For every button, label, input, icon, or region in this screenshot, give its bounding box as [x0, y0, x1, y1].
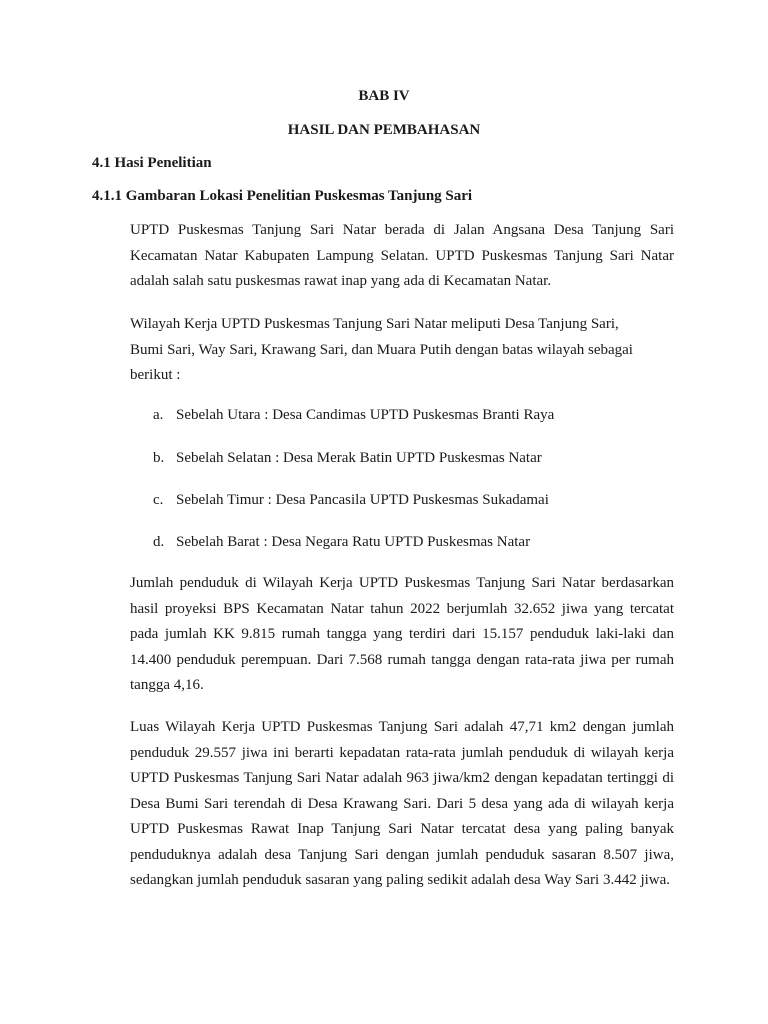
section-heading: 4.1 Hasi Penelitian — [92, 155, 212, 171]
list-item-north — [153, 407, 554, 424]
subsection-heading: 4.1.1 Gambaran Lokasi Penelitian Puskesmas Tanjung Sari — [92, 188, 473, 204]
list-marker: c. — [153, 492, 164, 508]
list-item-east — [153, 492, 549, 509]
paragraph-work-area: Wilayah Kerja UPTD Puskesmas Tanjung Sari Natar meliputi Desa Tanjung Sari, Bumi Sari, Way Sari, Krawang Sari, dan Muara Putih dengan batas wilayah sebagai berikut : — [130, 316, 633, 383]
list-marker: d. — [153, 534, 165, 550]
list-item-text: Sebelah Timur : Desa Pancasila UPTD Puskesmas Sukadamai — [176, 492, 549, 508]
paragraph-location: UPTD Puskesmas Tanjung Sari Natar berada di Jalan Angsana Desa Tanjung Sari Kecamatan Natar Kabupaten Lampung Selatan. UPTD Puskesmas Tanjung Sari Natar adalah salah satu puskesmas rawat inap yang ada di Kecamatan Natar. — [130, 222, 674, 289]
paragraph-population: Jumlah penduduk di Wilayah Kerja UPTD Puskesmas Tanjung Sari Natar berdasarkan hasil proyeksi BPS Kecamatan Natar tahun 2022 berjumlah 32.652 jiwa yang tercatat pada jumlah KK 9.815 rumah tangga yang terdiri dari 15.157 penduduk laki-laki dan 14.400 penduduk perempuan. Dari 7.568 rumah tangga dengan rata-rata jiwa per rumah tangga 4,16. — [130, 575, 674, 693]
chapter-title: HASIL DAN PEMBAHASAN — [287, 122, 481, 138]
list-item-south — [153, 450, 542, 467]
paragraph-area-density: Luas Wilayah Kerja UPTD Puskesmas Tanjung Sari adalah 47,71 km2 dengan jumlah penduduk 29.557 jiwa ini berarti kepadatan rata-rata jumlah penduduk di wilayah kerja UPTD Puskesmas Tanjung Sari Natar adalah 963 jiwa/km2 dengan kepadatan tertinggi di Desa Bumi Sari terendah di Desa Krawang Sari. Dari 5 desa yang ada di wilayah kerja UPTD Puskesmas Rawat Inap Tanjung Sari Natar tercatat desa yang paling banyak penduduknya adalah desa Tanjung Sari dengan jumlah penduduk sasaran 8.507 jiwa, sedangkan jumlah penduduk sasaran yang paling sedikit adalah desa Way Sari 3.442 jiwa. — [130, 719, 674, 888]
list-marker: a. — [153, 407, 164, 423]
list-item-text: Sebelah Selatan : Desa Merak Batin UPTD Puskesmas Natar — [176, 450, 542, 466]
list-item-text: Sebelah Barat : Desa Negara Ratu UPTD Puskesmas Natar — [176, 534, 531, 550]
list-item-text: Sebelah Utara : Desa Candimas UPTD Puskesmas Branti Raya — [176, 407, 555, 423]
list-marker: b. — [153, 450, 165, 466]
list-item-west — [153, 534, 530, 551]
chapter-number: BAB IV — [358, 88, 410, 104]
